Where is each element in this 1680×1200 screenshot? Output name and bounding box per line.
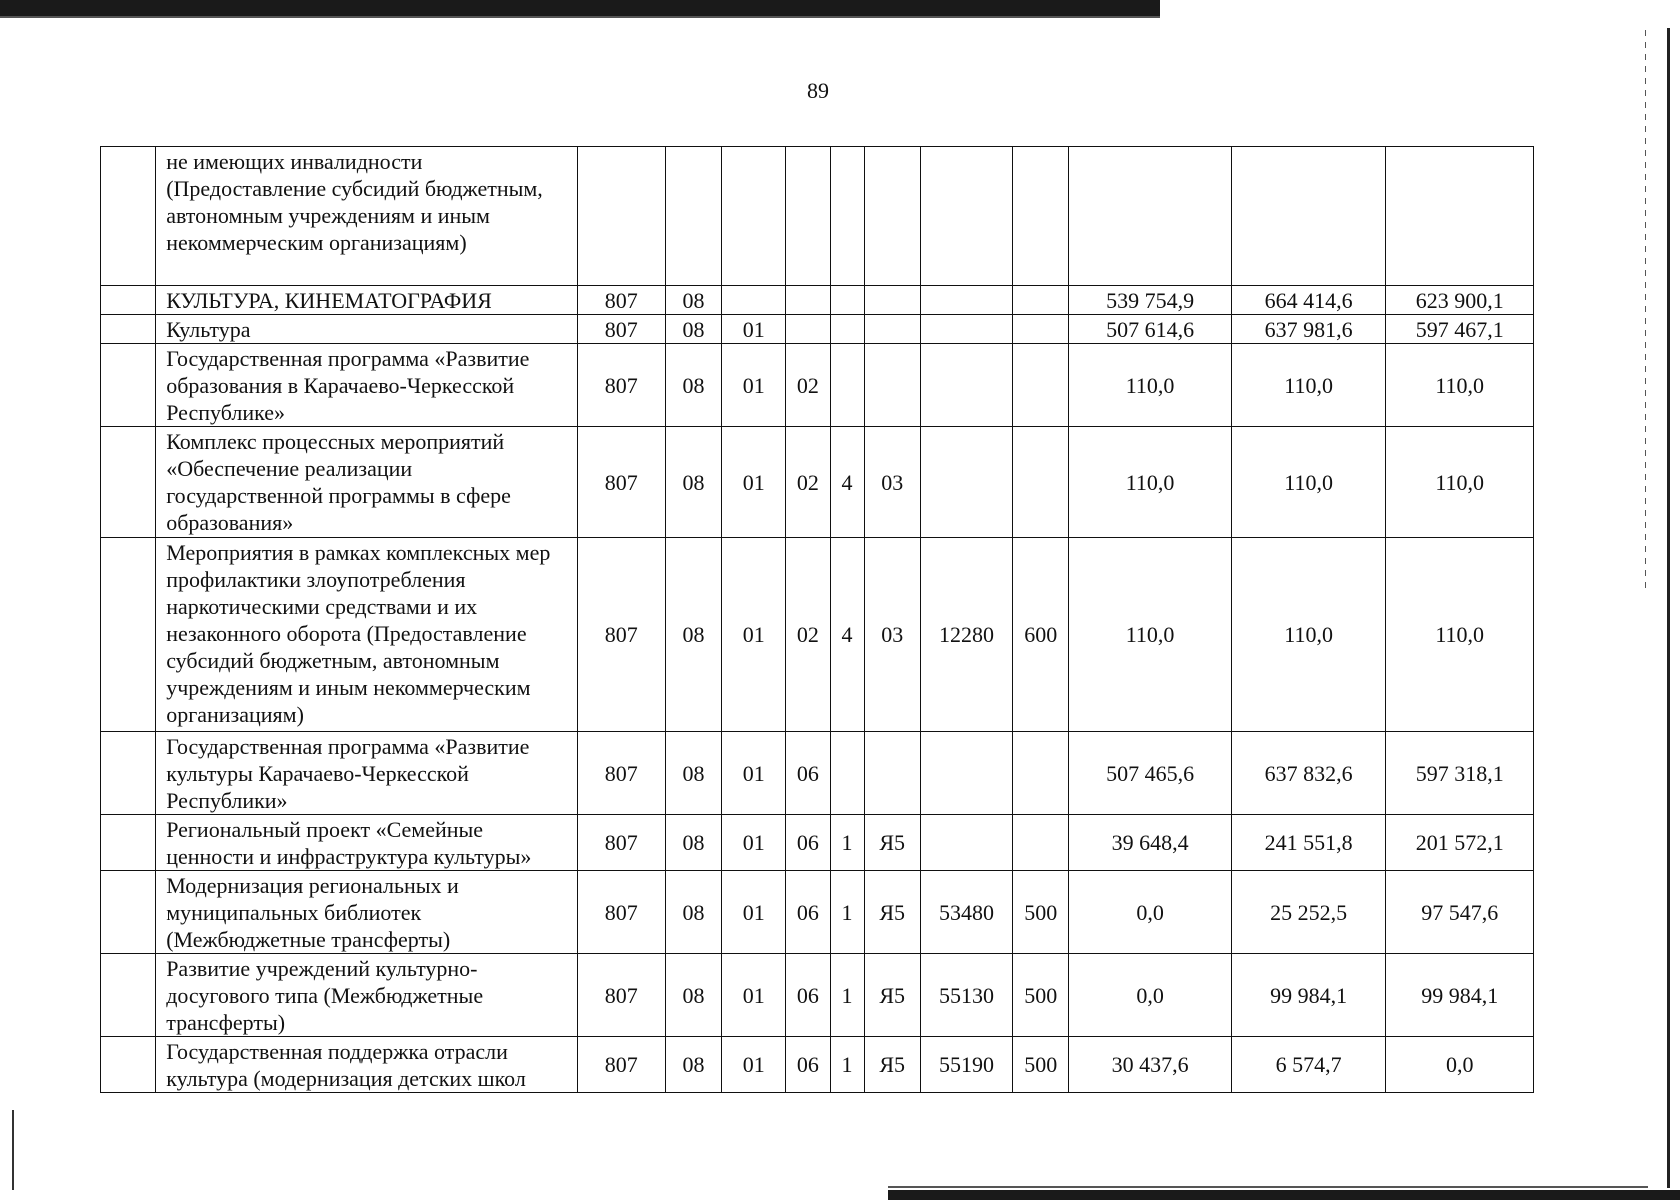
section-code-cell: 08 (665, 732, 721, 815)
row-number-cell (101, 315, 156, 344)
description-cell: Государственная программа «Развитие культуры Карачаево-Черкесской Республики» (156, 732, 577, 815)
amount-year1-cell: 0,0 (1069, 954, 1232, 1037)
section-code-cell: 08 (665, 954, 721, 1037)
amount-year2-cell (1231, 147, 1386, 286)
direction-code-cell: 53480 (920, 871, 1012, 954)
section-code-cell: 08 (665, 344, 721, 427)
direction-code-cell (920, 147, 1012, 286)
expense-type-cell (1013, 427, 1069, 538)
row-number-cell (101, 538, 156, 732)
subsection-code-cell: 01 (722, 1037, 786, 1093)
table-row (101, 344, 1534, 427)
program-code-cell: 06 (786, 1037, 830, 1093)
project-code-cell: Я5 (864, 871, 920, 954)
amount-year2-cell: 110,0 (1231, 344, 1386, 427)
expense-type-cell (1013, 344, 1069, 427)
project-code-cell (864, 732, 920, 815)
ministry-code-cell: 807 (577, 315, 665, 344)
program-code-cell (786, 315, 830, 344)
scan-top-edge (0, 0, 1160, 16)
program-code-cell (786, 147, 830, 286)
expense-type-cell (1013, 315, 1069, 344)
ministry-code-cell: 807 (577, 538, 665, 732)
subsection-code-cell: 01 (722, 815, 786, 871)
program-code-cell: 02 (786, 538, 830, 732)
amount-year3-cell (1386, 147, 1534, 286)
ministry-code-cell: 807 (577, 732, 665, 815)
amount-year3-cell: 623 900,1 (1386, 286, 1534, 315)
row-number-cell (101, 815, 156, 871)
scan-bottom-edge (888, 1190, 1680, 1200)
table-row (101, 315, 1534, 344)
section-code-cell: 08 (665, 315, 721, 344)
program-code-cell: 02 (786, 344, 830, 427)
program-code-cell: 06 (786, 815, 830, 871)
subsection-code-cell: 01 (722, 871, 786, 954)
direction-code-cell (920, 315, 1012, 344)
type-code-cell (830, 147, 864, 286)
amount-year3-cell: 99 984,1 (1386, 954, 1534, 1037)
project-code-cell: 03 (864, 538, 920, 732)
row-number-cell (101, 1037, 156, 1093)
amount-year1-cell (1069, 147, 1232, 286)
page-number: 89 (807, 78, 829, 103)
amount-year2-cell: 664 414,6 (1231, 286, 1386, 315)
direction-code-cell: 55190 (920, 1037, 1012, 1093)
expense-type-cell: 500 (1013, 1037, 1069, 1093)
section-code-cell: 08 (665, 1037, 721, 1093)
expense-type-cell (1013, 815, 1069, 871)
amount-year3-cell: 597 467,1 (1386, 315, 1534, 344)
direction-code-cell: 55130 (920, 954, 1012, 1037)
description-cell: Государственная поддержка отрасли культура (модернизация детских школ (156, 1037, 577, 1093)
description-cell: Государственная программа «Развитие образования в Карачаево-Черкесской Республике» (156, 344, 577, 427)
amount-year2-cell: 25 252,5 (1231, 871, 1386, 954)
section-code-cell (665, 147, 721, 286)
type-code-cell (830, 344, 864, 427)
amount-year1-cell: 539 754,9 (1069, 286, 1232, 315)
subsection-code-cell: 01 (722, 954, 786, 1037)
direction-code-cell (920, 427, 1012, 538)
ministry-code-cell: 807 (577, 954, 665, 1037)
type-code-cell: 4 (830, 427, 864, 538)
scan-bottom-edge-line (888, 1186, 1648, 1188)
section-code-cell: 08 (665, 286, 721, 315)
table-row (101, 732, 1534, 815)
budget-table (100, 146, 1534, 1093)
expense-type-cell: 500 (1013, 954, 1069, 1037)
project-code-cell: Я5 (864, 1037, 920, 1093)
direction-code-cell (920, 286, 1012, 315)
amount-year3-cell: 110,0 (1386, 344, 1534, 427)
table-row (101, 538, 1534, 732)
scan-left-edge (12, 1110, 14, 1190)
expense-type-cell (1013, 147, 1069, 286)
amount-year3-cell: 110,0 (1386, 538, 1534, 732)
description-cell: Мероприятия в рамках комплексных мер профилактики злоупотребления наркотическими средствами и их незаконного оборота (Предоставление субсидий бюджетным, автономным учреждениям и иным некоммерческим организациям) (156, 538, 577, 732)
expense-type-cell: 500 (1013, 871, 1069, 954)
amount-year2-cell: 241 551,8 (1231, 815, 1386, 871)
amount-year1-cell: 110,0 (1069, 538, 1232, 732)
description-cell: Развитие учреждений культурно-досугового типа (Межбюджетные трансферты) (156, 954, 577, 1037)
amount-year1-cell: 30 437,6 (1069, 1037, 1232, 1093)
description-cell: Модернизация региональных и муниципальных библиотек (Межбюджетные трансферты) (156, 871, 577, 954)
project-code-cell (864, 315, 920, 344)
section-code-cell: 08 (665, 427, 721, 538)
type-code-cell: 1 (830, 1037, 864, 1093)
table-body (101, 147, 1534, 1093)
section-code-cell: 08 (665, 538, 721, 732)
program-code-cell: 02 (786, 427, 830, 538)
expense-type-cell (1013, 732, 1069, 815)
ministry-code-cell: 807 (577, 1037, 665, 1093)
table-row (101, 954, 1534, 1037)
ministry-code-cell: 807 (577, 344, 665, 427)
amount-year2-cell: 110,0 (1231, 427, 1386, 538)
description-cell: не имеющих инвалидности (Предоставление субсидий бюджетным, автономным учреждениям и иным некоммерческим организациям) (156, 147, 577, 286)
program-code-cell: 06 (786, 732, 830, 815)
table-row (101, 871, 1534, 954)
direction-code-cell: 12280 (920, 538, 1012, 732)
project-code-cell: Я5 (864, 815, 920, 871)
ministry-code-cell: 807 (577, 815, 665, 871)
subsection-code-cell: 01 (722, 732, 786, 815)
section-code-cell: 08 (665, 871, 721, 954)
ministry-code-cell: 807 (577, 286, 665, 315)
description-cell: Комплекс процессных мероприятий «Обеспечение реализации государственной программы в сфере образования» (156, 427, 577, 538)
expense-type-cell (1013, 286, 1069, 315)
scan-top-edge-line (0, 16, 1160, 18)
amount-year3-cell: 97 547,6 (1386, 871, 1534, 954)
amount-year3-cell: 0,0 (1386, 1037, 1534, 1093)
scan-right-dashed-edge (1645, 30, 1646, 590)
project-code-cell: Я5 (864, 954, 920, 1037)
amount-year1-cell: 507 614,6 (1069, 315, 1232, 344)
row-number-cell (101, 427, 156, 538)
program-code-cell: 06 (786, 954, 830, 1037)
amount-year1-cell: 39 648,4 (1069, 815, 1232, 871)
amount-year3-cell: 597 318,1 (1386, 732, 1534, 815)
section-code-cell: 08 (665, 815, 721, 871)
project-code-cell (864, 147, 920, 286)
table-row (101, 147, 1534, 286)
amount-year2-cell: 637 981,6 (1231, 315, 1386, 344)
row-number-cell (101, 344, 156, 427)
type-code-cell: 1 (830, 871, 864, 954)
subsection-code-cell (722, 147, 786, 286)
description-cell: КУЛЬТУРА, КИНЕМАТОГРАФИЯ (156, 286, 577, 315)
amount-year2-cell: 110,0 (1231, 538, 1386, 732)
description-cell: Культура (156, 315, 577, 344)
table-row (101, 427, 1534, 538)
table-row (101, 286, 1534, 315)
type-code-cell (830, 732, 864, 815)
subsection-code-cell: 01 (722, 427, 786, 538)
ministry-code-cell (577, 147, 665, 286)
amount-year1-cell: 507 465,6 (1069, 732, 1232, 815)
amount-year2-cell: 99 984,1 (1231, 954, 1386, 1037)
type-code-cell (830, 286, 864, 315)
ministry-code-cell: 807 (577, 871, 665, 954)
amount-year1-cell: 0,0 (1069, 871, 1232, 954)
type-code-cell: 1 (830, 815, 864, 871)
amount-year2-cell: 6 574,7 (1231, 1037, 1386, 1093)
amount-year3-cell: 201 572,1 (1386, 815, 1534, 871)
table-row (101, 815, 1534, 871)
project-code-cell: 03 (864, 427, 920, 538)
project-code-cell (864, 344, 920, 427)
direction-code-cell (920, 344, 1012, 427)
row-number-cell (101, 871, 156, 954)
type-code-cell: 1 (830, 954, 864, 1037)
amount-year1-cell: 110,0 (1069, 344, 1232, 427)
row-number-cell (101, 147, 156, 286)
type-code-cell (830, 315, 864, 344)
scan-right-edge (1667, 28, 1670, 1188)
table-row (101, 1037, 1534, 1093)
amount-year3-cell: 110,0 (1386, 427, 1534, 538)
type-code-cell: 4 (830, 538, 864, 732)
subsection-code-cell: 01 (722, 315, 786, 344)
direction-code-cell (920, 815, 1012, 871)
ministry-code-cell: 807 (577, 427, 665, 538)
program-code-cell: 06 (786, 871, 830, 954)
project-code-cell (864, 286, 920, 315)
direction-code-cell (920, 732, 1012, 815)
description-cell: Региональный проект «Семейные ценности и инфраструктура культуры» (156, 815, 577, 871)
subsection-code-cell (722, 286, 786, 315)
row-number-cell (101, 732, 156, 815)
expense-type-cell: 600 (1013, 538, 1069, 732)
subsection-code-cell: 01 (722, 344, 786, 427)
program-code-cell (786, 286, 830, 315)
row-number-cell (101, 954, 156, 1037)
row-number-cell (101, 286, 156, 315)
subsection-code-cell: 01 (722, 538, 786, 732)
amount-year1-cell: 110,0 (1069, 427, 1232, 538)
amount-year2-cell: 637 832,6 (1231, 732, 1386, 815)
